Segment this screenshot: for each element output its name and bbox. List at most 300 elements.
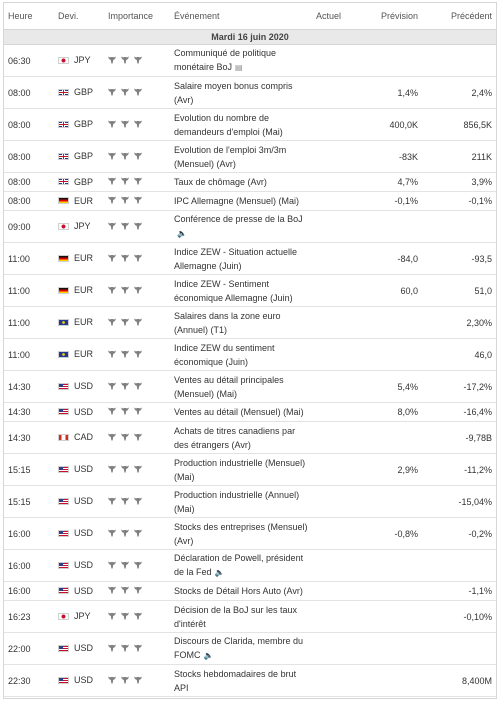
bull-icon — [134, 407, 142, 415]
event-actual — [312, 339, 356, 371]
event-currency: EUR — [74, 253, 94, 264]
event-actual — [312, 582, 356, 601]
document-icon[interactable]: ▤ — [235, 62, 243, 72]
event-actual — [312, 141, 356, 173]
event-name[interactable]: Evolution du nombre de demandeurs d'emploi (Mai) — [174, 112, 283, 137]
event-currency: EUR — [74, 317, 94, 328]
bull-icon — [108, 177, 116, 185]
usd-flag-icon — [58, 587, 69, 594]
event-time: 14:30 — [4, 403, 54, 422]
bull-icon — [134, 561, 142, 569]
event-name[interactable]: Achats de titres canadiens par des étrangers (Avr) — [174, 425, 296, 450]
jpy-flag-icon — [58, 613, 69, 620]
event-name[interactable]: Taux de chômage (Avr) — [174, 177, 267, 187]
gbp-flag-icon — [58, 89, 69, 96]
event-currency: JPY — [74, 611, 91, 622]
bull-icon — [121, 433, 129, 441]
eur-flag-icon — [58, 351, 69, 358]
event-importance — [104, 45, 170, 77]
event-importance — [104, 275, 170, 307]
event-row[interactable] — [4, 109, 496, 141]
event-previous: 51,0 — [422, 275, 496, 307]
bull-icon — [108, 196, 116, 204]
event-currency-cell — [54, 582, 104, 601]
bull-icon — [134, 644, 142, 652]
event-name-cell[interactable] — [170, 141, 312, 173]
bull-icon — [134, 350, 142, 358]
usd-flag-icon — [58, 466, 69, 473]
header-actual[interactable]: Actuel — [312, 3, 356, 30]
bull-icon — [108, 676, 116, 684]
event-currency-cell — [54, 243, 104, 275]
event-previous: -16,4% — [422, 403, 496, 422]
event-name-cell[interactable] — [170, 243, 312, 275]
event-forecast: 5,4% — [356, 371, 422, 403]
event-row[interactable] — [4, 77, 496, 109]
event-previous: 2,30% — [422, 307, 496, 339]
event-name-cell[interactable] — [170, 633, 312, 665]
event-row[interactable] — [4, 192, 496, 211]
event-actual — [312, 243, 356, 275]
event-actual — [312, 371, 356, 403]
event-time: 15:15 — [4, 454, 54, 486]
event-currency: USD — [74, 406, 94, 417]
header-forecast[interactable]: Prévision — [356, 3, 422, 30]
event-previous: 2,4% — [422, 77, 496, 109]
bull-icon — [108, 152, 116, 160]
event-row[interactable] — [4, 403, 496, 422]
event-previous: 211K — [422, 141, 496, 173]
bull-icon — [121, 196, 129, 204]
date-label: Mardi 16 juin 2020 — [4, 30, 496, 45]
event-previous: -9,78B — [422, 422, 496, 454]
event-currency-cell — [54, 307, 104, 339]
event-currency-cell — [54, 371, 104, 403]
event-forecast: 60,0 — [356, 275, 422, 307]
event-importance — [104, 601, 170, 633]
event-name-cell[interactable] — [170, 665, 312, 697]
bull-icon — [121, 497, 129, 505]
speaker-icon[interactable]: 🔈 — [203, 650, 214, 660]
bull-icon — [134, 465, 142, 473]
event-importance — [104, 192, 170, 211]
bull-icon — [134, 497, 142, 505]
event-forecast: 1,4% — [356, 77, 422, 109]
event-name-cell[interactable] — [170, 45, 312, 77]
event-importance — [104, 403, 170, 422]
usd-flag-icon — [58, 498, 69, 505]
event-name[interactable]: Décision de la BoJ sur les taux d'intérêt — [174, 604, 298, 629]
event-actual — [312, 307, 356, 339]
event-currency-cell — [54, 601, 104, 633]
event-currency: USD — [74, 560, 94, 571]
event-name-cell[interactable] — [170, 339, 312, 371]
event-currency: USD — [74, 496, 94, 507]
event-name[interactable]: Indice ZEW - Sentiment économique Allemagne (Juin) — [174, 278, 293, 303]
event-forecast: -0,8% — [356, 518, 422, 550]
event-actual — [312, 77, 356, 109]
event-currency: USD — [74, 528, 94, 539]
event-row[interactable] — [4, 633, 496, 665]
event-name-cell[interactable] — [170, 454, 312, 486]
bull-icon — [108, 407, 116, 415]
speaker-icon[interactable]: 🔈 — [214, 567, 225, 577]
event-time: 06:30 — [4, 45, 54, 77]
event-row[interactable] — [4, 582, 496, 601]
event-currency-cell — [54, 141, 104, 173]
event-name-cell[interactable] — [170, 601, 312, 633]
event-time: 22:00 — [4, 633, 54, 665]
event-actual — [312, 403, 356, 422]
bull-icon — [134, 56, 142, 64]
bull-icon — [121, 177, 129, 185]
gbp-flag-icon — [58, 178, 69, 185]
event-row[interactable] — [4, 45, 496, 77]
bull-icon — [134, 529, 142, 537]
event-name-cell[interactable] — [170, 173, 312, 192]
event-name-cell[interactable] — [170, 422, 312, 454]
event-name[interactable]: Production industrielle (Mensuel) (Mai) — [174, 457, 306, 482]
event-row[interactable] — [4, 371, 496, 403]
event-forecast — [356, 422, 422, 454]
event-name-cell[interactable] — [170, 109, 312, 141]
event-time: 16:00 — [4, 550, 54, 582]
jpy-flag-icon — [58, 223, 69, 230]
event-currency: EUR — [74, 349, 94, 360]
bull-icon — [108, 286, 116, 294]
event-name-cell[interactable] — [170, 211, 312, 243]
bull-icon — [108, 586, 116, 594]
bull-icon — [108, 88, 116, 96]
event-forecast: -83K — [356, 141, 422, 173]
event-currency-cell — [54, 173, 104, 192]
bull-icon — [134, 254, 142, 262]
event-name-cell[interactable] — [170, 275, 312, 307]
event-previous: -0,1% — [422, 192, 496, 211]
event-currency: USD — [74, 585, 94, 596]
event-name[interactable]: Discours de Clarida, membre du FOMC — [174, 636, 304, 661]
event-name[interactable]: Indice ZEW - Situation actuelle Allemagne (Juin) — [174, 246, 298, 271]
bull-icon — [134, 676, 142, 684]
event-actual — [312, 665, 356, 697]
event-currency-cell — [54, 339, 104, 371]
event-time: 08:00 — [4, 192, 54, 211]
event-time: 08:00 — [4, 141, 54, 173]
event-actual — [312, 211, 356, 243]
event-forecast — [356, 582, 422, 601]
event-importance — [104, 77, 170, 109]
event-name[interactable]: Production industrielle (Annuel) (Mai) — [174, 489, 300, 514]
event-forecast — [356, 550, 422, 582]
bull-icon — [108, 497, 116, 505]
event-previous: -17,2% — [422, 371, 496, 403]
event-name-cell[interactable] — [170, 403, 312, 422]
event-currency-cell — [54, 633, 104, 665]
event-previous: -93,5 — [422, 243, 496, 275]
event-row[interactable] — [4, 211, 496, 243]
cad-flag-icon — [58, 434, 69, 441]
bull-icon — [121, 529, 129, 537]
event-time: 14:30 — [4, 371, 54, 403]
calendar-table — [4, 3, 496, 697]
bull-icon — [108, 529, 116, 537]
event-actual — [312, 173, 356, 192]
deu-flag-icon — [58, 255, 69, 262]
bull-icon — [121, 561, 129, 569]
bull-icon — [134, 586, 142, 594]
event-time: 08:00 — [4, 109, 54, 141]
event-previous — [422, 45, 496, 77]
event-currency-cell — [54, 403, 104, 422]
event-previous: -0,10% — [422, 601, 496, 633]
event-name-cell[interactable] — [170, 77, 312, 109]
event-forecast — [356, 601, 422, 633]
event-importance — [104, 173, 170, 192]
event-forecast: 4,7% — [356, 173, 422, 192]
event-actual — [312, 601, 356, 633]
jpy-flag-icon — [58, 57, 69, 64]
event-previous: 8,400M — [422, 665, 496, 697]
bull-icon — [108, 433, 116, 441]
event-name[interactable]: Indice ZEW du sentiment économique (Juin) — [174, 342, 275, 367]
bull-icon — [134, 222, 142, 230]
event-name[interactable]: Salaire moyen bonus compris (Avr) — [174, 80, 293, 105]
event-name[interactable]: Stocks des entreprises (Mensuel) (Avr) — [174, 521, 308, 546]
bull-icon — [121, 222, 129, 230]
event-currency-cell — [54, 109, 104, 141]
event-name[interactable]: Stocks de Détail Hors Auto (Avr) — [174, 586, 303, 596]
bull-icon — [108, 612, 116, 620]
bull-icon — [121, 382, 129, 390]
event-previous: -1,1% — [422, 582, 496, 601]
event-currency: GBP — [74, 87, 94, 98]
event-row[interactable] — [4, 422, 496, 454]
event-currency-cell — [54, 454, 104, 486]
deu-flag-icon — [58, 197, 69, 204]
bull-icon — [134, 120, 142, 128]
usd-flag-icon — [58, 645, 69, 652]
event-forecast — [356, 45, 422, 77]
event-actual — [312, 422, 356, 454]
event-importance — [104, 109, 170, 141]
bull-icon — [121, 120, 129, 128]
event-time: 11:00 — [4, 243, 54, 275]
event-row[interactable] — [4, 550, 496, 582]
event-currency: CAD — [74, 432, 94, 443]
event-actual — [312, 486, 356, 518]
event-time: 16:00 — [4, 582, 54, 601]
event-importance — [104, 141, 170, 173]
event-actual — [312, 109, 356, 141]
bull-icon — [108, 561, 116, 569]
event-currency: GBP — [74, 151, 94, 162]
event-forecast — [356, 665, 422, 697]
event-row[interactable] — [4, 307, 496, 339]
event-forecast — [356, 339, 422, 371]
bull-icon — [108, 56, 116, 64]
event-time: 11:00 — [4, 275, 54, 307]
event-currency: USD — [74, 675, 94, 686]
event-previous: 856,5K — [422, 109, 496, 141]
bull-icon — [134, 318, 142, 326]
bull-icon — [121, 318, 129, 326]
event-time: 14:30 — [4, 422, 54, 454]
event-importance — [104, 371, 170, 403]
event-time: 16:23 — [4, 601, 54, 633]
bull-icon — [134, 286, 142, 294]
bull-icon — [134, 382, 142, 390]
event-actual — [312, 275, 356, 307]
bull-icon — [108, 254, 116, 262]
event-importance — [104, 518, 170, 550]
usd-flag-icon — [58, 383, 69, 390]
event-currency-cell — [54, 550, 104, 582]
bull-icon — [121, 407, 129, 415]
event-name[interactable]: IPC Allemagne (Mensuel) (Mai) — [174, 196, 300, 206]
event-forecast — [356, 211, 422, 243]
event-row[interactable] — [4, 275, 496, 307]
bull-icon — [121, 254, 129, 262]
event-currency: USD — [74, 381, 94, 392]
event-time: 16:00 — [4, 518, 54, 550]
event-importance — [104, 339, 170, 371]
event-row[interactable] — [4, 601, 496, 633]
bull-icon — [134, 152, 142, 160]
bull-icon — [121, 644, 129, 652]
bull-icon — [108, 644, 116, 652]
bull-icon — [121, 152, 129, 160]
event-importance — [104, 211, 170, 243]
header-time[interactable]: Heure — [4, 3, 54, 30]
event-name-cell[interactable] — [170, 550, 312, 582]
bull-icon — [108, 350, 116, 358]
event-currency-cell — [54, 192, 104, 211]
event-currency: USD — [74, 643, 94, 654]
event-forecast: 400,0K — [356, 109, 422, 141]
header-importance[interactable]: Importance — [104, 3, 170, 30]
event-forecast: -84,0 — [356, 243, 422, 275]
bull-icon — [121, 88, 129, 96]
event-name[interactable]: Evolution de l'emploi 3m/3m (Mensuel) (Avr) — [174, 144, 287, 169]
event-previous: -0,2% — [422, 518, 496, 550]
event-importance — [104, 422, 170, 454]
event-name-cell[interactable] — [170, 307, 312, 339]
event-actual — [312, 550, 356, 582]
event-forecast — [356, 307, 422, 339]
event-forecast: -0,1% — [356, 192, 422, 211]
event-name[interactable]: Stocks hebdomadaires de brut API — [174, 668, 297, 693]
event-time: 08:00 — [4, 173, 54, 192]
bull-icon — [121, 612, 129, 620]
speaker-icon[interactable]: 🔈 — [177, 228, 187, 238]
event-previous: -15,04% — [422, 486, 496, 518]
event-time: 11:00 — [4, 307, 54, 339]
event-row[interactable] — [4, 518, 496, 550]
event-row[interactable] — [4, 173, 496, 192]
event-name-cell[interactable] — [170, 486, 312, 518]
event-forecast — [356, 633, 422, 665]
event-row[interactable] — [4, 665, 496, 697]
event-name[interactable]: Communiqué de politique monétaire BoJ — [174, 48, 277, 73]
event-currency-cell — [54, 665, 104, 697]
eur-flag-icon — [58, 319, 69, 326]
bull-icon — [108, 318, 116, 326]
event-currency-cell — [54, 211, 104, 243]
event-time: 08:00 — [4, 77, 54, 109]
event-time: 11:00 — [4, 339, 54, 371]
event-name-cell[interactable] — [170, 582, 312, 601]
event-name-cell[interactable] — [170, 192, 312, 211]
header-event[interactable]: Événement — [170, 3, 312, 30]
event-currency-cell — [54, 486, 104, 518]
bull-icon — [108, 465, 116, 473]
gbp-flag-icon — [58, 121, 69, 128]
event-importance — [104, 582, 170, 601]
bull-icon — [121, 350, 129, 358]
header-row — [4, 3, 496, 30]
event-importance — [104, 307, 170, 339]
event-time: 22:30 — [4, 665, 54, 697]
event-importance — [104, 454, 170, 486]
event-currency-cell — [54, 77, 104, 109]
event-row[interactable] — [4, 486, 496, 518]
event-forecast — [356, 486, 422, 518]
bull-icon — [121, 676, 129, 684]
header-currency[interactable]: Devi. — [54, 3, 104, 30]
event-row[interactable] — [4, 454, 496, 486]
event-name-cell[interactable] — [170, 518, 312, 550]
event-previous — [422, 211, 496, 243]
event-importance — [104, 665, 170, 697]
event-currency: USD — [74, 464, 94, 475]
event-forecast: 2,9% — [356, 454, 422, 486]
event-currency-cell — [54, 275, 104, 307]
economic-calendar — [3, 2, 497, 699]
bull-icon — [108, 222, 116, 230]
deu-flag-icon — [58, 287, 69, 294]
bull-icon — [134, 88, 142, 96]
header-previous[interactable]: Précédent — [422, 3, 496, 30]
event-actual — [312, 454, 356, 486]
usd-flag-icon — [58, 677, 69, 684]
event-name-cell[interactable] — [170, 371, 312, 403]
bull-icon — [134, 612, 142, 620]
event-name[interactable]: Ventes au détail (Mensuel) (Mai) — [174, 407, 304, 417]
bull-icon — [121, 465, 129, 473]
event-currency: EUR — [74, 195, 94, 206]
event-time: 09:00 — [4, 211, 54, 243]
event-name[interactable]: Salaires dans la zone euro (Annuel) (T1) — [174, 310, 281, 335]
bull-icon — [121, 286, 129, 294]
event-row[interactable] — [4, 339, 496, 371]
event-actual — [312, 633, 356, 665]
event-row[interactable] — [4, 141, 496, 173]
bull-icon — [121, 56, 129, 64]
gbp-flag-icon — [58, 153, 69, 160]
event-name[interactable]: Déclaration de Powell, président de la Fed — [174, 553, 304, 578]
event-previous — [422, 550, 496, 582]
event-name[interactable]: Ventes au détail principales (Mensuel) (Mai) — [174, 374, 284, 399]
event-previous: -11,2% — [422, 454, 496, 486]
bull-icon — [121, 586, 129, 594]
event-forecast: 8,0% — [356, 403, 422, 422]
event-importance — [104, 243, 170, 275]
usd-flag-icon — [58, 408, 69, 415]
event-currency: JPY — [74, 221, 91, 232]
event-name[interactable]: Conférence de presse de la BoJ — [174, 214, 303, 225]
event-previous: 3,9% — [422, 173, 496, 192]
event-row[interactable] — [4, 243, 496, 275]
